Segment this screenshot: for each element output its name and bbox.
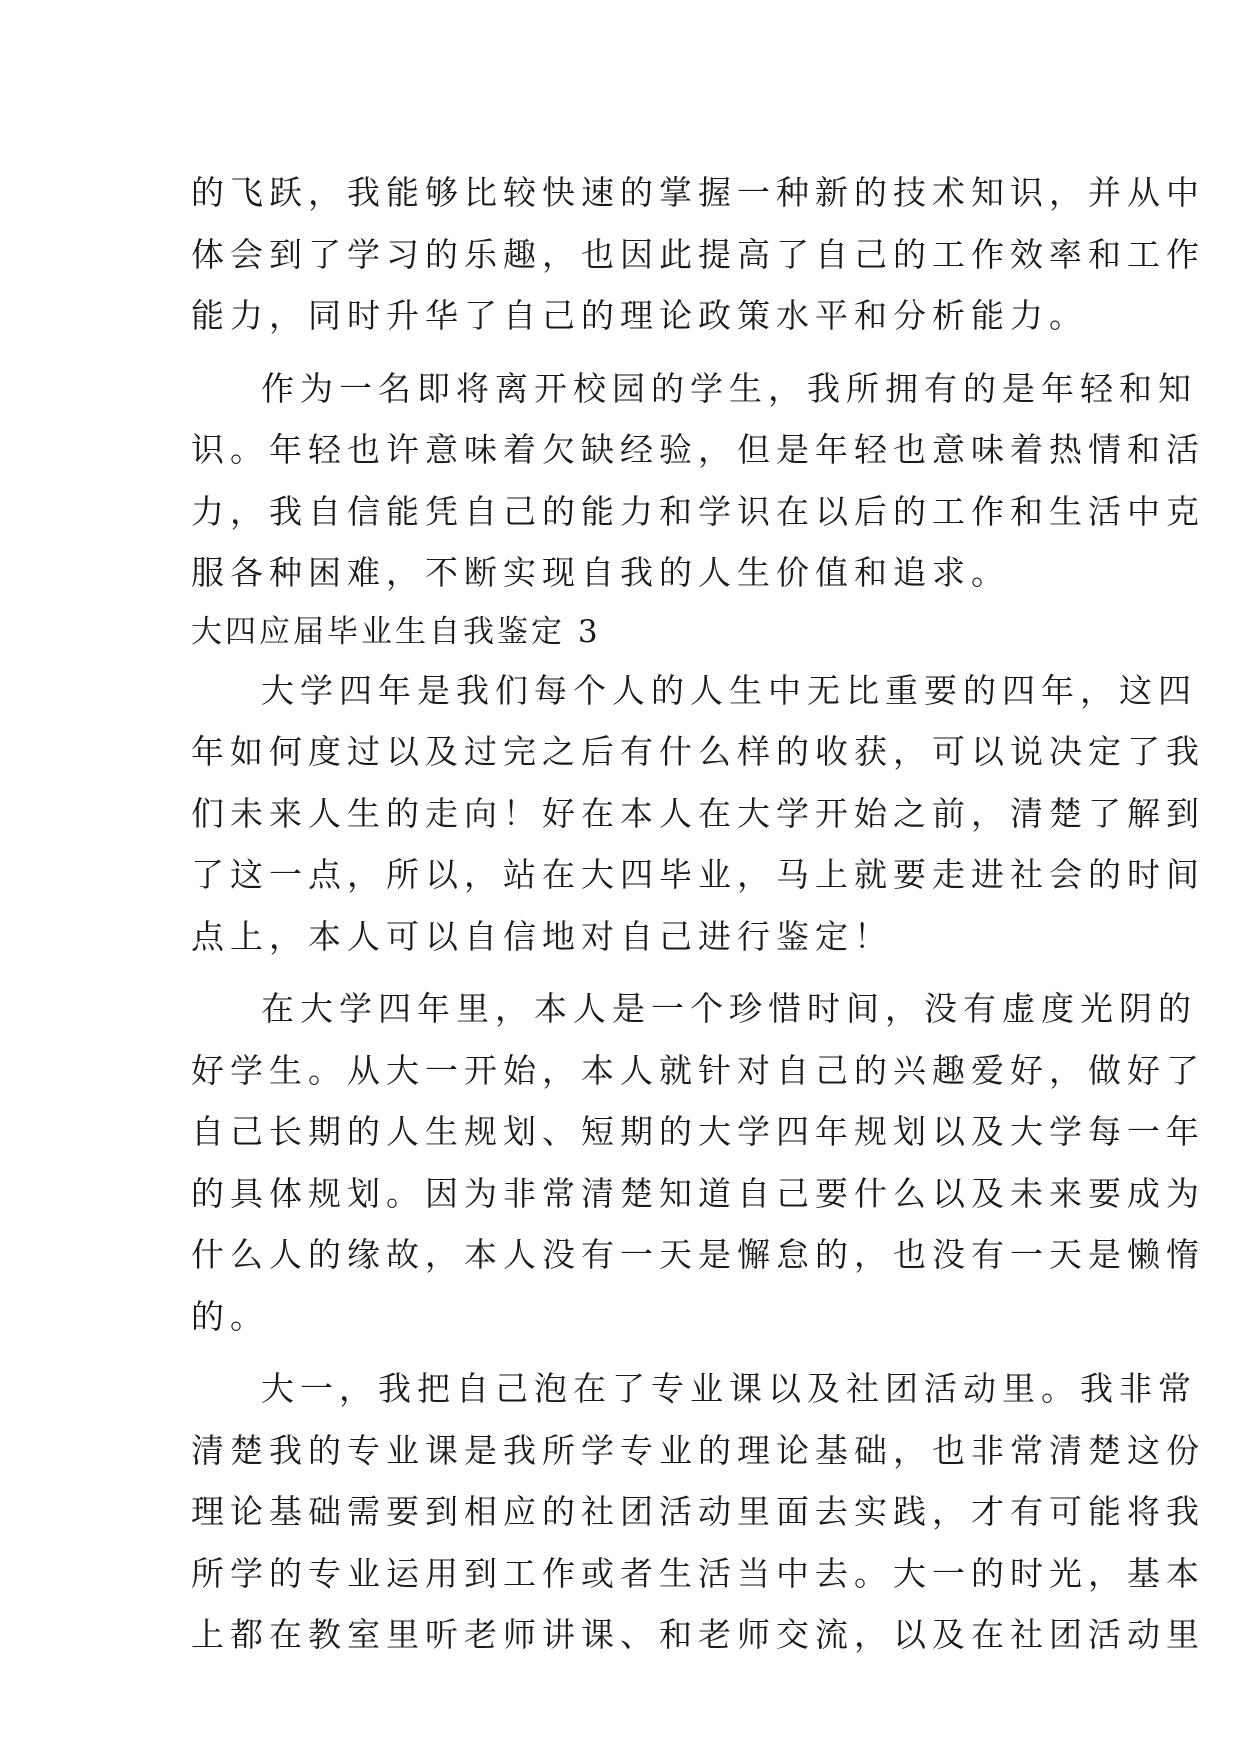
text-line: 在大学四年里，本人是一个珍惜时间，没有虚度光阴的 — [261, 989, 1197, 1028]
text-line: 上都在教室里听老师讲课、和老师交流，以及在社团活动里 — [191, 1615, 1205, 1654]
text-line: 理论基础需要到相应的社团活动里面去实践，才有可能将我 — [191, 1492, 1205, 1531]
text-line: 作为一名即将离开校园的学生，我所拥有的是年轻和知 — [261, 368, 1197, 408]
text-line: 所学的专业运用到工作或者生活当中去。大一的时光，基本 — [191, 1553, 1205, 1593]
text-line: 什么人的缘故，本人没有一天是懈怠的，也没有一天是懒惰 — [191, 1235, 1205, 1274]
paragraph — [191, 162, 1205, 347]
paragraph — [191, 660, 1205, 968]
text-line: 的具体规划。因为非常清楚知道自己要什么以及未来要成为 — [191, 1173, 1205, 1213]
paragraph — [191, 1358, 1205, 1666]
text-line: 识。年轻也许意味着欠缺经验，但是年轻也意味着热情和活 — [191, 430, 1205, 469]
text-line: 大一，我把自己泡在了专业课以及社团活动里。我非常 — [261, 1369, 1197, 1408]
text-line: 自己长期的人生规划、短期的大学四年规划以及大学每一年 — [191, 1112, 1205, 1151]
text-line: 好学生。从大一开始，本人就针对自己的兴趣爱好，做好了 — [191, 1050, 1205, 1090]
text-line: 体会到了学习的乐趣，也因此提高了自己的工作效率和工作 — [191, 234, 1205, 274]
text-line: 的。 — [191, 1296, 269, 1336]
text-line: 清楚我的专业课是我所学专业的理论基础，也非常清楚这份 — [191, 1430, 1205, 1470]
text-line: 了这一点，所以，站在大四毕业，马上就要走进社会的时间 — [191, 855, 1205, 894]
text-line: 点上，本人可以自信地对自己进行鉴定！ — [191, 916, 893, 956]
document-body — [191, 162, 1205, 1666]
text-line: 们未来人生的走向！好在本人在大学开始之前，清楚了解到 — [191, 793, 1205, 833]
text-line: 力，我自信能凭自己的能力和学识在以后的工作和生活中克 — [191, 491, 1205, 531]
paragraph — [191, 978, 1205, 1347]
text-line: 年如何度过以及过完之后有什么样的收获，可以说决定了我 — [191, 732, 1205, 771]
section-title: 大四应届毕业生自我鉴定 3 — [191, 613, 601, 650]
paragraph — [191, 358, 1205, 604]
text-line: 的飞跃，我能够比较快速的掌握一种新的技术知识，并从中 — [191, 173, 1205, 212]
text-line: 能力，同时升华了自己的理论政策水平和分析能力。 — [191, 296, 1088, 335]
text-line: 大学四年是我们每个人的人生中无比重要的四年，这四 — [261, 670, 1197, 710]
text-line: 服各种困难，不断实现自我的人生价值和追求。 — [191, 553, 1010, 592]
